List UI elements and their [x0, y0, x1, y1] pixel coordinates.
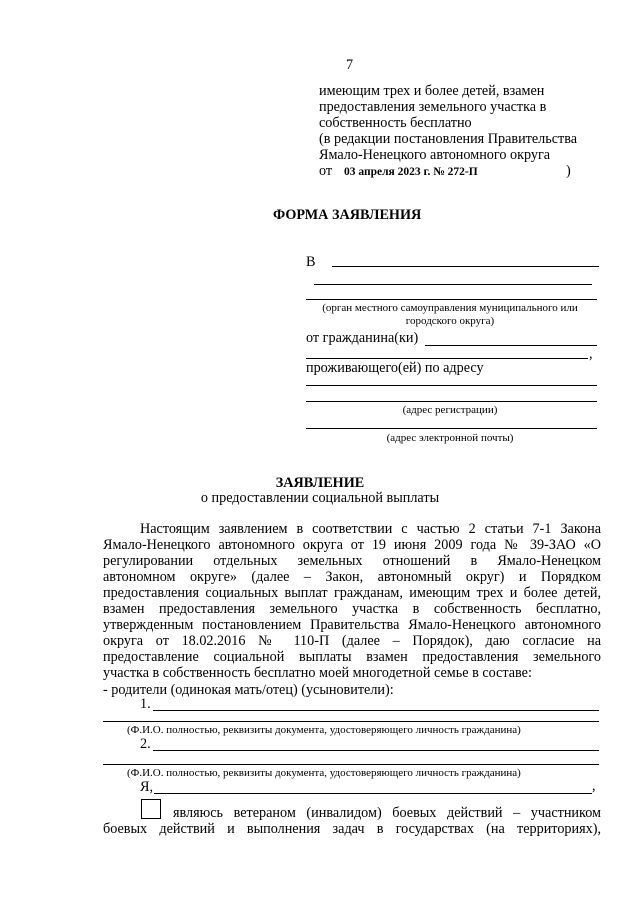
paragraph-line: автономном округе» (далее – Закон, автономный округ) и Порядком — [103, 569, 601, 585]
statement-subtitle: о предоставлении социальной выплаты — [200, 490, 440, 506]
veteran-line-1: являюсь ветераном (инвалидом) боевых действий – участником — [173, 805, 601, 821]
header-line: (в редакции постановления Правительства — [319, 131, 578, 147]
header-ot-close: ) — [566, 163, 571, 179]
header-line: предоставления земельного участка в — [319, 99, 547, 115]
person-2-line[interactable] — [153, 750, 599, 751]
person-1-caption: (Ф.И.О. полностью, реквизиты документа, удостоверяющего личность гражданина) — [127, 724, 521, 736]
header-ot-value: 03 апреля 2023 г. № 272-П — [344, 166, 478, 178]
from-field-line[interactable] — [425, 345, 597, 346]
form-title: ФОРМА ЗАЯВЛЕНИЯ — [273, 207, 422, 223]
header-line: Ямало-Ненецкого автономного округа — [319, 147, 551, 163]
paragraph-line: предоставление социальной выплаты взамен предоставления земельного — [103, 649, 601, 665]
paragraph-line: округа от 18.02.2016 № 110-П (далее – Порядок), даю согласие на — [103, 633, 601, 649]
from-label: от гражданина(ки) — [306, 330, 419, 346]
ya-field-line[interactable] — [154, 793, 592, 794]
paragraph-line: регулировании отдельных земельных отношений в Ямало-Ненецком — [103, 553, 601, 569]
email-line[interactable] — [306, 428, 597, 429]
page-number: 7 — [346, 57, 354, 73]
paragraph-line: взамен предоставления земельного участка в собственность бесплатно, — [103, 601, 601, 617]
reg-caption: (адрес регистрации) — [402, 404, 498, 416]
paragraph-line: предоставления социальных выплат гражданам, имеющим трех и более детей, — [103, 585, 601, 601]
to-prefix: В — [306, 254, 316, 270]
to-field-line-3[interactable] — [306, 299, 597, 300]
header-ot-prefix: от — [319, 163, 333, 179]
address-line-1[interactable] — [306, 385, 597, 386]
veteran-checkbox[interactable] — [141, 799, 161, 819]
item-2-number: 2. — [140, 736, 151, 752]
ya-label: Я, — [140, 779, 154, 795]
to-field-line-2[interactable] — [314, 284, 592, 285]
paragraph-last-line: участка в собственность бесплатно моей многодетной семье в составе: — [103, 665, 532, 681]
from-comma: , — [589, 346, 593, 362]
paragraph-line: утвержденным постановлением Правительства Ямало-Ненецкого автономного — [103, 617, 601, 633]
header-line: имеющим трех и более детей, взамен — [319, 83, 545, 99]
email-caption: (адрес электронной почты) — [386, 432, 514, 444]
person-2-line-2[interactable] — [103, 764, 599, 765]
organ-caption-2: городского округа) — [405, 315, 495, 327]
person-1-line[interactable] — [153, 710, 599, 711]
residing-label: проживающего(ей) по адресу — [306, 360, 484, 376]
paragraph-line: Ямало-Ненецкого автономного округа от 19 июня 2009 года № 39-ЗАО «О — [103, 537, 601, 553]
organ-caption: (орган местного самоуправления муниципального или — [322, 302, 578, 314]
ya-comma: , — [592, 778, 596, 794]
parents-label: - родители (одинокая мать/отец) (усыновители): — [103, 682, 394, 698]
address-line-2[interactable] — [306, 401, 597, 402]
statement-title: ЗАЯВЛЕНИЕ — [275, 475, 365, 491]
person-2-caption: (Ф.И.О. полностью, реквизиты документа, удостоверяющего личность гражданина) — [127, 767, 521, 779]
person-1-line-2[interactable] — [103, 721, 599, 722]
veteran-line-2: боевых действий и выполнения задач в государствах (на территориях), — [103, 821, 601, 837]
paragraph-line: Настоящим заявлением в соответствии с частью 2 статьи 7-1 Закона — [140, 521, 601, 537]
to-field-line[interactable] — [332, 266, 599, 267]
from-field-line-2[interactable] — [306, 358, 588, 359]
item-1-number: 1. — [140, 696, 151, 712]
header-line: собственность бесплатно — [319, 115, 472, 131]
